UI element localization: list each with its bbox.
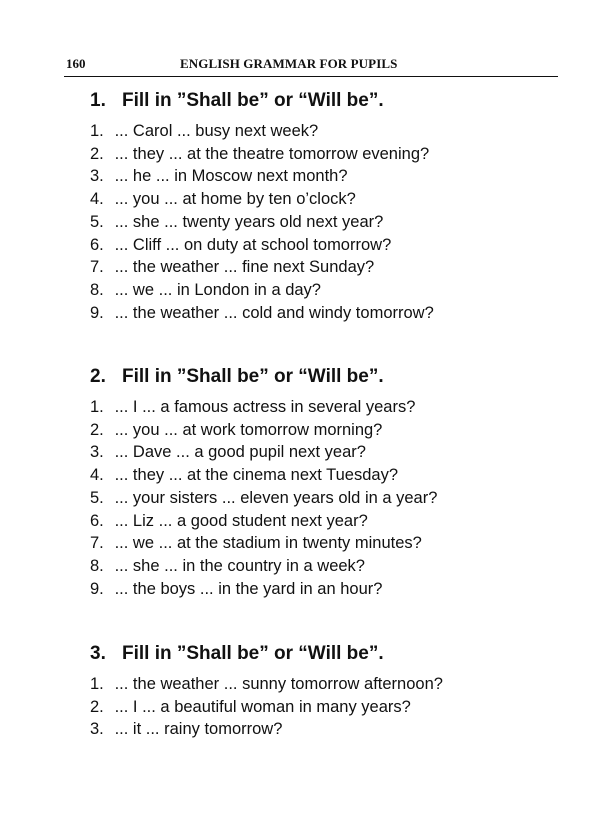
item-text: ... she ... in the country in a week?	[114, 556, 365, 575]
item-text: ... you ... at work tomorrow morning?	[114, 420, 383, 439]
item-text: ... Dave ... a good pupil next year?	[114, 443, 366, 462]
item-text: ... we ... at the stadium in twenty minutes?	[114, 534, 422, 553]
exercise-list	[90, 396, 560, 600]
exercise-section-3	[90, 643, 560, 741]
item-number: 2.	[90, 420, 104, 439]
list-item	[90, 143, 560, 166]
item-number: 8.	[90, 280, 104, 299]
exercise-list	[90, 120, 560, 324]
item-number: 7.	[90, 534, 104, 553]
item-text: ... I ... a famous actress in several years?	[114, 398, 416, 416]
list-item	[90, 487, 560, 510]
exercise-section-1	[90, 90, 560, 324]
item-text: ... he ... in Moscow next month?	[114, 167, 348, 186]
item-number: 2.	[90, 697, 104, 716]
item-text: ... they ... at the theatre tomorrow evening?	[114, 144, 430, 163]
exercise-title	[90, 643, 560, 673]
item-number: 4.	[90, 190, 104, 209]
exercise-title	[90, 90, 560, 120]
exercise-section-2	[90, 366, 560, 600]
list-item	[90, 441, 560, 464]
item-number: 3.	[90, 167, 104, 186]
list-item	[90, 188, 560, 211]
item-text: ... you ... at home by ten o’clock?	[114, 190, 356, 209]
item-number: 3.	[90, 720, 104, 739]
item-text: ... we ... in London in a day?	[114, 280, 321, 299]
running-title: ENGLISH GRAMMAR FOR PUPILS	[180, 56, 398, 71]
item-number: 6.	[90, 511, 104, 530]
list-item	[90, 211, 560, 234]
exercise-list	[90, 673, 560, 741]
list-item	[90, 696, 560, 719]
list-item	[90, 302, 560, 325]
item-text: ... she ... twenty years old next year?	[114, 212, 384, 231]
item-text: ... I ... a beautiful woman in many years?	[114, 697, 411, 716]
item-text: ... the boys ... in the yard in an hour?	[114, 579, 383, 598]
item-number: 6.	[90, 235, 104, 254]
list-item	[90, 279, 560, 302]
exercise-title	[90, 366, 560, 396]
exercise-number: 3.	[90, 643, 106, 664]
item-number: 5.	[90, 212, 104, 231]
item-number: 9.	[90, 303, 104, 322]
item-text: ... Cliff ... on duty at school tomorrow?	[114, 235, 392, 254]
item-text: ... your sisters ... eleven years old in a year?	[114, 488, 438, 507]
list-item	[90, 578, 560, 601]
list-item	[90, 555, 560, 578]
item-number: 1.	[90, 122, 104, 140]
item-text: ... the weather ... cold and windy tomorrow?	[114, 303, 434, 322]
item-number: 5.	[90, 488, 104, 507]
item-number: 4.	[90, 466, 104, 485]
item-number: 9.	[90, 579, 104, 598]
item-number: 1.	[90, 675, 104, 693]
item-text: ... it ... rainy tomorrow?	[114, 720, 283, 739]
item-text: ... Liz ... a good student next year?	[114, 511, 368, 530]
item-number: 1.	[90, 398, 104, 416]
item-number: 3.	[90, 443, 104, 462]
item-number: 2.	[90, 144, 104, 163]
item-text: ... the weather ... sunny tomorrow afternoon?	[114, 675, 443, 693]
exercise-instruction: Fill in ”Shall be” or “Will be”.	[122, 643, 384, 664]
list-item	[90, 256, 560, 279]
list-item	[90, 165, 560, 188]
list-item	[90, 718, 560, 741]
exercise-number: 2.	[90, 366, 106, 387]
item-number: 8.	[90, 556, 104, 575]
list-item	[90, 419, 560, 442]
list-item	[90, 464, 560, 487]
exercise-number: 1.	[90, 90, 106, 111]
list-item	[90, 234, 560, 257]
list-item	[90, 532, 560, 555]
item-text: ... Carol ... busy next week?	[114, 122, 319, 140]
item-text: ... they ... at the cinema next Tuesday?	[114, 466, 399, 485]
item-text: ... the weather ... fine next Sunday?	[114, 258, 375, 277]
list-item	[90, 673, 560, 696]
item-number: 7.	[90, 258, 104, 277]
list-item	[90, 120, 560, 143]
exercise-instruction: Fill in ”Shall be” or “Will be”.	[122, 90, 384, 111]
page-number: 160	[66, 56, 86, 71]
page-header	[64, 54, 558, 77]
exercise-instruction: Fill in ”Shall be” or “Will be”.	[122, 366, 384, 387]
list-item	[90, 510, 560, 533]
list-item	[90, 396, 560, 419]
